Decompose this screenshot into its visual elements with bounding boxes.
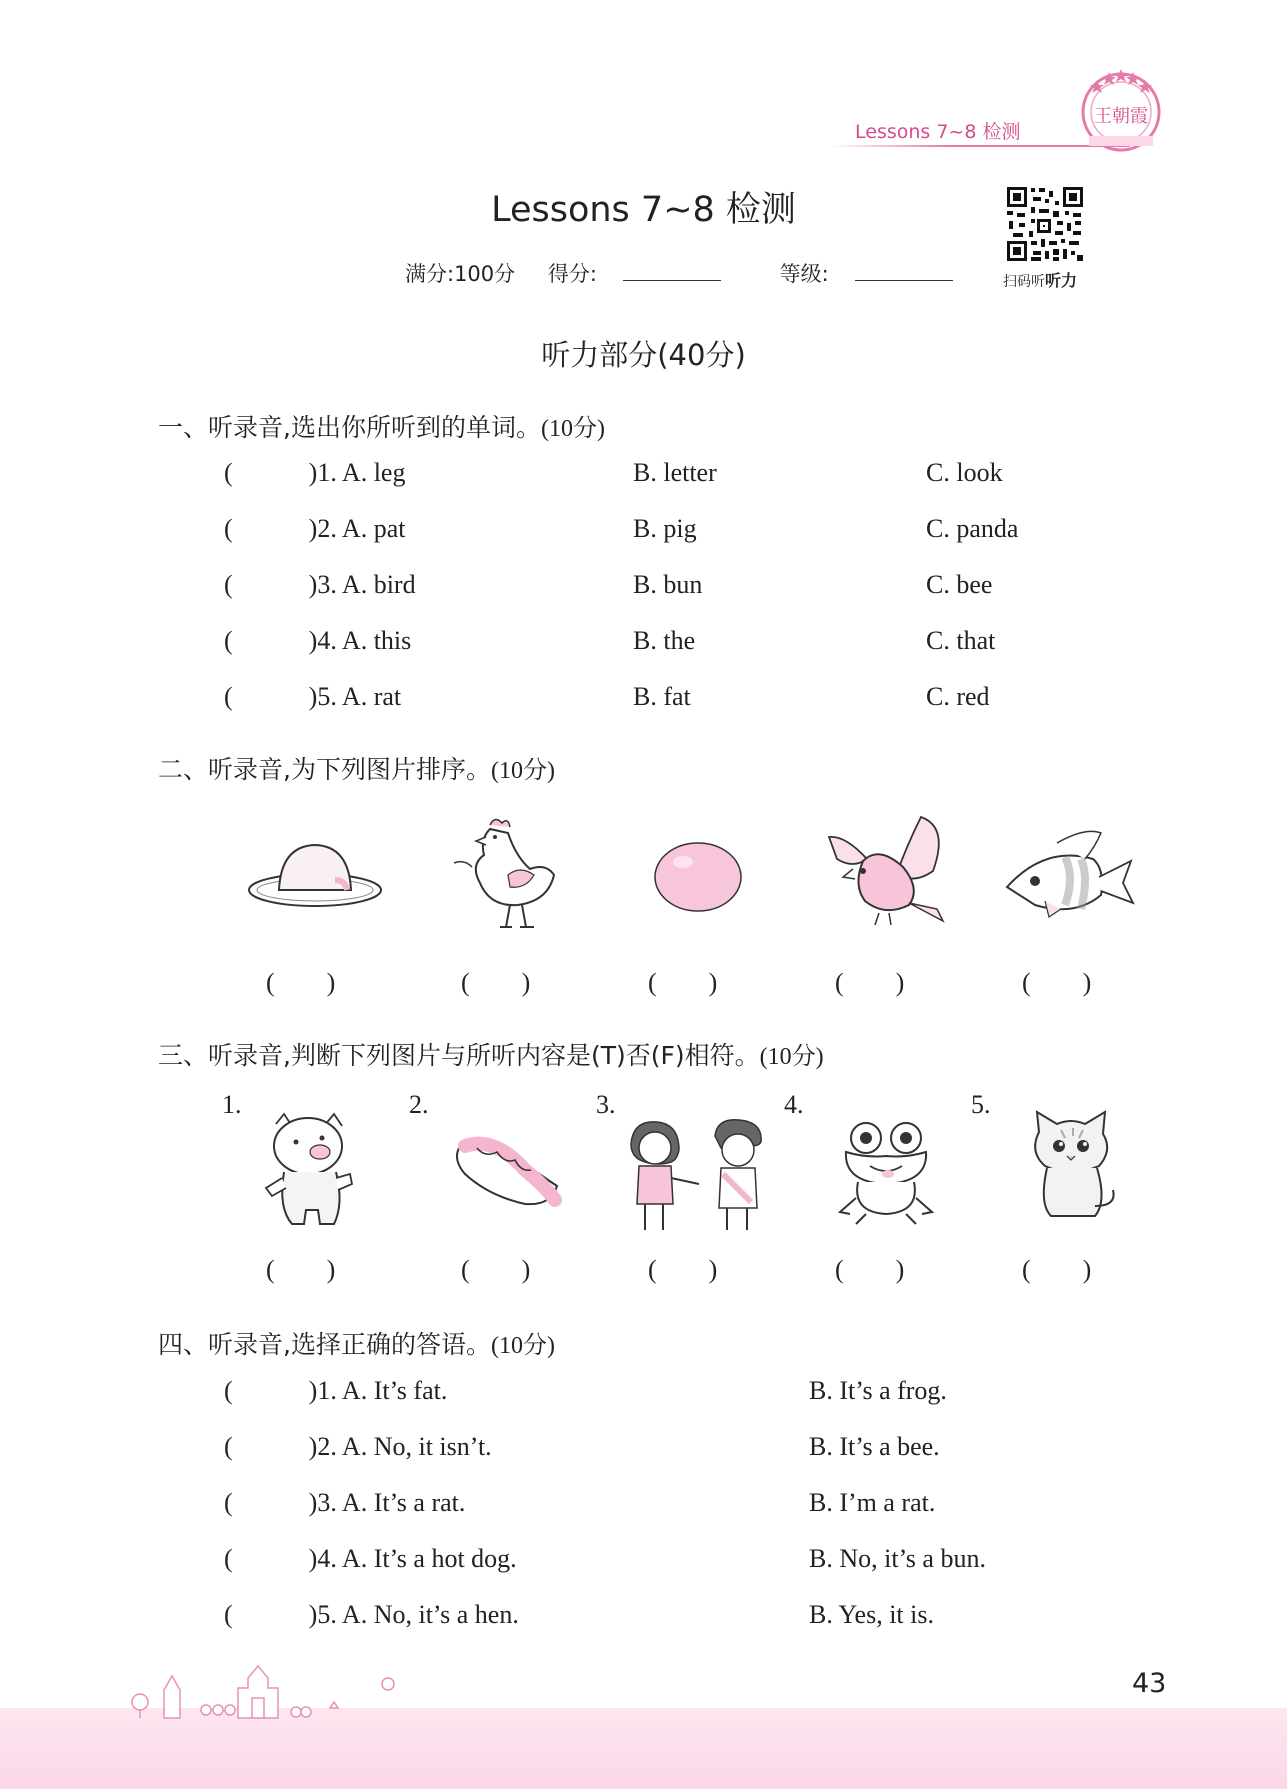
page-number: 43	[1132, 1668, 1167, 1699]
grade-label: 等级:	[779, 262, 829, 286]
option-c: C. that	[926, 626, 996, 655]
pig-icon	[262, 1112, 358, 1240]
option-a: A. No, it’s a hen.	[341, 1600, 519, 1629]
grade-blank[interactable]	[855, 262, 953, 281]
score-blank[interactable]	[623, 262, 721, 281]
picture-number: 3.	[596, 1090, 616, 1119]
option-a: A. this	[341, 626, 412, 655]
option-b: B. letter	[633, 458, 717, 487]
qr-caption	[1003, 268, 1077, 291]
qr-caption-prefix: 扫码听	[1003, 274, 1045, 290]
bird-icon	[823, 815, 958, 935]
item-number: )5.	[308, 1600, 337, 1629]
section1-title-text: 一、听录音,选出你所听到的单词。	[158, 413, 541, 442]
list-item	[224, 570, 416, 600]
answer-blank[interactable]: (	[224, 458, 233, 487]
answer-blank[interactable]: ( )	[461, 968, 531, 997]
section3-title-text: 三、听录音,判断下列图片与所听内容是(T)否(F)相符。	[158, 1041, 760, 1070]
publisher-logo	[1075, 62, 1167, 154]
list-item	[224, 626, 411, 656]
list-item	[224, 1432, 492, 1462]
egg-icon	[653, 840, 743, 914]
list-item	[224, 1544, 517, 1574]
section3-points: (10分)	[759, 1044, 824, 1070]
option-b: B. Yes, it is.	[809, 1600, 934, 1629]
listening-part-title: 听力部分(40分)	[541, 338, 746, 372]
list-item	[224, 1600, 519, 1630]
option-b: B. the	[633, 626, 696, 655]
answer-blank[interactable]: ( )	[1022, 1255, 1092, 1284]
option-b: B. It’s a bee.	[809, 1432, 940, 1461]
list-item	[224, 514, 405, 544]
fish-icon	[1005, 825, 1135, 925]
option-a: A. rat	[341, 682, 402, 711]
item-number: )2.	[308, 1432, 337, 1461]
item-number: )3.	[308, 1488, 337, 1517]
answer-blank[interactable]: (	[224, 626, 233, 655]
score-line	[405, 258, 1005, 288]
answer-blank[interactable]: (	[224, 1600, 233, 1629]
item-number: )1.	[308, 1376, 337, 1405]
kids-icon	[623, 1118, 771, 1234]
option-b: B. fat	[633, 682, 691, 711]
item-number: )3.	[308, 570, 337, 599]
logo-text: 王朝霞	[1094, 106, 1148, 127]
option-c: C. bee	[926, 570, 993, 599]
hot-dog-icon	[455, 1130, 561, 1212]
option-b: B. No, it’s a bun.	[809, 1544, 986, 1573]
option-a: A. It’s a hot dog.	[341, 1544, 517, 1573]
footer-band	[0, 1708, 1287, 1789]
section2-points: (10分)	[490, 758, 555, 784]
option-a: A. pat	[341, 514, 406, 543]
score-label: 得分:	[547, 262, 597, 286]
qr-code-icon[interactable]	[1005, 185, 1085, 263]
option-a: A. It’s fat.	[341, 1376, 448, 1405]
score-field[interactable]	[548, 262, 747, 286]
option-b: B. It’s a frog.	[809, 1376, 947, 1405]
option-a: A. leg	[341, 458, 406, 487]
item-number: )4.	[308, 1544, 337, 1573]
answer-blank[interactable]: (	[224, 1432, 233, 1461]
full-marks: 满分:100分	[405, 262, 516, 286]
answer-blank[interactable]: ( )	[461, 1255, 531, 1284]
option-b: B. bun	[633, 570, 703, 599]
grade-field[interactable]	[780, 262, 979, 286]
qr-caption-bold: 听力	[1045, 271, 1078, 290]
section1-points: (10分)	[540, 416, 605, 442]
answer-blank[interactable]: ( )	[648, 968, 718, 997]
picture-number: 5.	[971, 1090, 991, 1119]
answer-blank[interactable]: (	[224, 570, 233, 599]
frog-icon	[836, 1118, 936, 1226]
lesson-header-tag: Lessons 7~8 检测	[855, 121, 1021, 143]
option-c: C. red	[926, 682, 990, 711]
answer-blank[interactable]: (	[224, 1544, 233, 1573]
item-number: )1.	[308, 458, 337, 487]
list-item	[224, 458, 405, 488]
answer-blank[interactable]: (	[224, 682, 233, 711]
picture-number: 4.	[784, 1090, 804, 1119]
castle-decoration-icon	[120, 1648, 400, 1718]
option-a: A. bird	[341, 570, 416, 599]
answer-blank[interactable]: ( )	[266, 1255, 336, 1284]
item-number: )5.	[308, 682, 337, 711]
section4-title-text: 四、听录音,选择正确的答语。	[158, 1330, 491, 1359]
item-number: )2.	[308, 514, 337, 543]
section2-title	[158, 750, 555, 786]
list-item	[224, 1488, 465, 1518]
option-b: B. I’m a rat.	[809, 1488, 936, 1517]
section3-title	[158, 1036, 824, 1072]
list-item	[224, 682, 401, 712]
option-c: C. look	[926, 458, 1003, 487]
bun-icon	[245, 840, 385, 920]
answer-blank[interactable]: (	[224, 1488, 233, 1517]
item-number: )4.	[308, 626, 337, 655]
option-a: A. It’s a rat.	[341, 1488, 466, 1517]
section4-points: (10分)	[490, 1333, 555, 1359]
answer-blank[interactable]: ( )	[266, 968, 336, 997]
section1-title	[158, 408, 605, 444]
option-b: B. pig	[633, 514, 697, 543]
list-item	[224, 1376, 447, 1406]
option-a: A. No, it isn’t.	[341, 1432, 492, 1461]
picture-number: 2.	[409, 1090, 429, 1119]
answer-blank[interactable]: (	[224, 1376, 233, 1405]
answer-blank[interactable]: ( )	[648, 1255, 718, 1284]
cat-icon	[1025, 1110, 1117, 1228]
answer-blank[interactable]: (	[224, 514, 233, 543]
answer-blank[interactable]: ( )	[835, 1255, 905, 1284]
section4-title	[158, 1325, 555, 1361]
page-title: Lessons 7~8 检测	[491, 190, 796, 230]
answer-blank[interactable]: ( )	[835, 968, 905, 997]
section2-title-text: 二、听录音,为下列图片排序。	[158, 755, 491, 784]
answer-blank[interactable]: ( )	[1022, 968, 1092, 997]
hen-icon	[450, 815, 570, 940]
option-c: C. panda	[926, 514, 1019, 543]
picture-number: 1.	[222, 1090, 242, 1119]
